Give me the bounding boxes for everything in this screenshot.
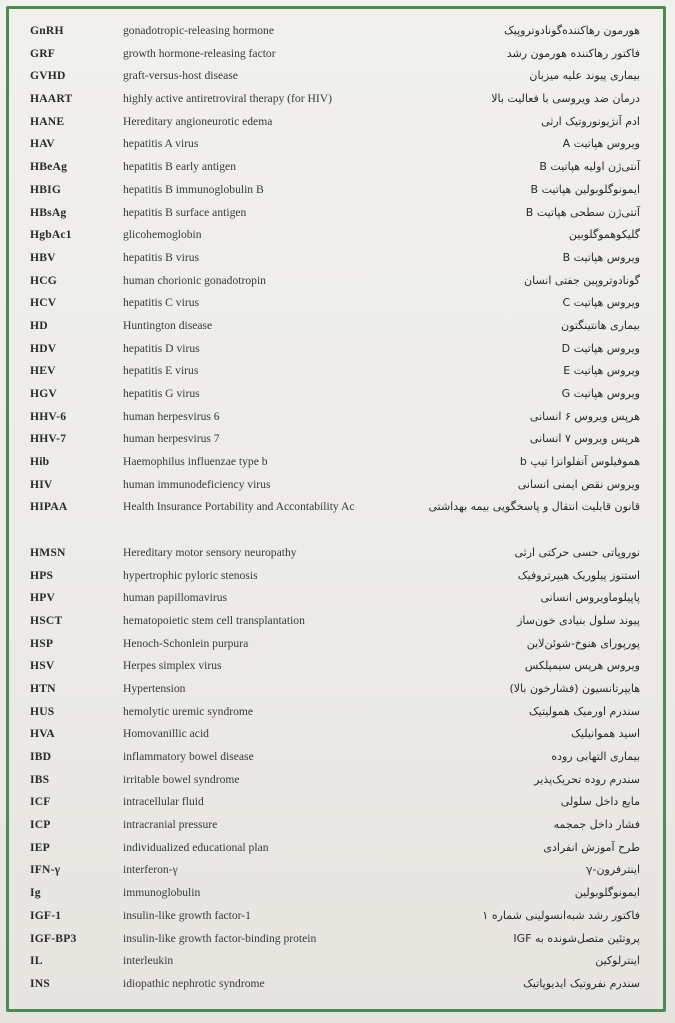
persian-term: فاکتور رهاکننده هورمون رشد bbox=[506, 46, 640, 60]
abbreviation: HAV bbox=[30, 137, 55, 151]
english-term: idiopathic nephrotic syndrome bbox=[123, 976, 265, 990]
abbreviation: HDV bbox=[30, 341, 57, 355]
english-term: human immunodeficiency virus bbox=[123, 477, 271, 491]
persian-term: فاکتور رشد شبه‌انسولینی شماره ۱ bbox=[482, 908, 640, 922]
persian-term: ویروس هپاتیت B bbox=[562, 250, 640, 264]
list-item bbox=[30, 428, 640, 451]
english-term: human herpesvirus 6 bbox=[123, 409, 220, 423]
english-term: individualized educational plan bbox=[123, 840, 269, 854]
english-term: Haemophilus influenzae type b bbox=[123, 455, 268, 469]
persian-term: طرح آموزش انفرادی bbox=[543, 840, 640, 854]
persian-term: هایپرتانسیون (فشارخون بالا) bbox=[509, 681, 640, 695]
abbreviation: INS bbox=[30, 976, 50, 990]
list-item bbox=[30, 701, 640, 724]
persian-term: ویروس هپاتیت G bbox=[561, 387, 640, 400]
list-item bbox=[30, 905, 640, 928]
english-term: hepatitis B virus bbox=[123, 250, 199, 264]
abbreviation: HPV bbox=[30, 591, 56, 605]
list-item bbox=[30, 837, 640, 860]
persian-term: پاپیلوماویروس انسانی bbox=[540, 591, 640, 605]
list-item bbox=[30, 133, 640, 156]
english-term: growth hormone-releasing factor bbox=[123, 46, 276, 60]
persian-term: قانون قابلیت انتقال و پاسخگویی بیمه بهداشتی bbox=[428, 500, 640, 514]
english-term: Hereditary motor sensory neuropathy bbox=[123, 545, 297, 559]
abbreviation: HBIG bbox=[30, 182, 62, 196]
abbreviation: HTN bbox=[30, 681, 56, 695]
english-term: graft-versus-host disease bbox=[123, 69, 238, 83]
list-item bbox=[30, 496, 640, 541]
abbreviation: IFN-γ bbox=[30, 863, 61, 877]
list-item bbox=[30, 950, 640, 973]
list-item bbox=[30, 224, 640, 247]
abbreviation: HHV-7 bbox=[30, 432, 67, 446]
english-term: insulin-like growth factor-1 bbox=[123, 908, 251, 922]
abbreviation: HMSN bbox=[30, 545, 66, 559]
english-term: intracranial pressure bbox=[123, 818, 218, 832]
abbreviation: ICF bbox=[30, 795, 51, 809]
abbreviation: Hib bbox=[30, 455, 50, 469]
persian-term: هورمون رهاکننده‌گونادوتروپیک bbox=[503, 24, 640, 37]
list-item bbox=[30, 587, 640, 610]
abbreviation-list bbox=[30, 20, 640, 996]
list-item bbox=[30, 655, 640, 678]
persian-term: پیوند سلول بنیادی خون‌ساز bbox=[517, 613, 640, 627]
english-term: irritable bowel syndrome bbox=[123, 772, 240, 786]
english-term: immunoglobulin bbox=[123, 886, 201, 900]
list-item bbox=[30, 88, 640, 111]
english-term: hepatitis G virus bbox=[123, 387, 200, 400]
english-term: Henoch-Schonlein purpura bbox=[123, 636, 249, 650]
list-item bbox=[30, 882, 640, 905]
persian-term: ویروس هپاتیت C bbox=[562, 296, 640, 310]
abbreviation: HSCT bbox=[30, 613, 63, 627]
abbreviation: HSP bbox=[30, 636, 54, 650]
persian-term: مایع داخل سلولی bbox=[560, 795, 640, 809]
list-item bbox=[30, 338, 640, 361]
persian-term: فشار داخل جمجمه bbox=[553, 818, 640, 832]
list-item bbox=[30, 292, 640, 315]
abbreviation: HBeAg bbox=[30, 160, 68, 174]
english-term: human papillomavirus bbox=[123, 591, 228, 605]
list-item bbox=[30, 156, 640, 179]
abbreviation: IL bbox=[30, 954, 43, 968]
list-item bbox=[30, 65, 640, 88]
persian-term: گلیکوهموگلوبین bbox=[568, 228, 640, 242]
english-term: insulin-like growth factor-binding protein bbox=[123, 931, 317, 945]
list-item bbox=[30, 20, 640, 43]
persian-term: بیماری هانتینگتون bbox=[561, 318, 640, 332]
abbreviation: IBD bbox=[30, 750, 52, 764]
persian-term: سندرم روده تحریک‌پذیر bbox=[534, 772, 640, 786]
persian-term: پروتئین متصل‌شونده به IGF bbox=[513, 931, 640, 945]
abbreviation: HBV bbox=[30, 250, 56, 264]
persian-term: ایمونوگلوبولین هپاتیت B bbox=[530, 182, 640, 196]
persian-term: آنتی‌ژن اولیه هپاتیت B bbox=[539, 160, 640, 174]
list-item bbox=[30, 315, 640, 338]
persian-term: هرپس ویروس ۶ انسانی bbox=[529, 409, 640, 423]
english-term: hemolytic uremic syndrome bbox=[123, 704, 254, 718]
persian-term: ویروس هرپس سیمپلکس bbox=[524, 659, 640, 673]
list-item bbox=[30, 746, 640, 769]
english-term: Homovanillic acid bbox=[123, 727, 209, 741]
list-item bbox=[30, 247, 640, 270]
list-item bbox=[30, 633, 640, 656]
list-item bbox=[30, 859, 640, 882]
abbreviation: IGF-1 bbox=[30, 908, 62, 922]
abbreviation: Ig bbox=[30, 886, 41, 900]
english-term: gonadotropic-releasing hormone bbox=[123, 24, 274, 37]
persian-term: ویروس هپاتیت D bbox=[561, 341, 640, 355]
list-item bbox=[30, 202, 640, 225]
list-item bbox=[30, 383, 640, 406]
english-term: hepatitis D virus bbox=[123, 341, 200, 355]
english-term: interleukin bbox=[123, 954, 174, 968]
persian-term: درمان ضد ویروسی با فعالیت بالا bbox=[491, 92, 640, 106]
persian-term: اینترفرون-γ bbox=[585, 863, 640, 877]
persian-term: اسید هموانیلیک bbox=[571, 727, 640, 741]
list-item bbox=[30, 791, 640, 814]
abbreviation: HANE bbox=[30, 114, 65, 128]
abbreviation: GVHD bbox=[30, 69, 66, 83]
persian-term: نوروپاتی حسی حرکتی ارثی bbox=[514, 545, 640, 559]
persian-term: ادم آنژیونوروتیک ارثی bbox=[541, 114, 640, 128]
persian-term: پورپورای هنوخ-شوئن‌لاین bbox=[526, 636, 640, 650]
english-term: interferon-γ bbox=[123, 863, 178, 877]
english-term: hepatitis B early antigen bbox=[123, 160, 237, 174]
abbreviation: IGF-BP3 bbox=[30, 931, 77, 945]
list-item bbox=[30, 542, 640, 565]
abbreviation: HAART bbox=[30, 92, 73, 106]
abbreviation: HCG bbox=[30, 273, 58, 287]
persian-term: ایمونوگلوبولین bbox=[574, 886, 640, 900]
abbreviation: HSV bbox=[30, 659, 55, 673]
abbreviation: HCV bbox=[30, 296, 57, 310]
persian-term: ویروس نقص ایمنی انسانی bbox=[517, 477, 640, 491]
list-item bbox=[30, 769, 640, 792]
list-item bbox=[30, 43, 640, 66]
abbreviation: HD bbox=[30, 318, 48, 332]
abbreviation: IBS bbox=[30, 772, 50, 786]
abbreviation: HIPAA bbox=[30, 500, 68, 514]
english-term: glicohemoglobin bbox=[123, 228, 202, 242]
list-item bbox=[30, 723, 640, 746]
english-term: inflammatory bowel disease bbox=[123, 750, 254, 764]
abbreviation: HgbAc1 bbox=[30, 228, 72, 242]
list-item bbox=[30, 678, 640, 701]
english-term: Herpes simplex virus bbox=[123, 659, 222, 673]
abbreviation: GRF bbox=[30, 46, 56, 60]
list-item bbox=[30, 179, 640, 202]
persian-term: بیماری التهابی روده bbox=[551, 750, 640, 764]
english-term: human herpesvirus 7 bbox=[123, 432, 220, 446]
persian-term: گونادوتروپین جفتی انسان bbox=[524, 273, 640, 287]
list-item bbox=[30, 270, 640, 293]
persian-term: بیماری پیوند علیه میزبان bbox=[529, 69, 640, 83]
abbreviation: HGV bbox=[30, 387, 58, 400]
abbreviation: ICP bbox=[30, 818, 51, 832]
english-term: Huntington disease bbox=[123, 318, 213, 332]
list-item bbox=[30, 565, 640, 588]
list-item bbox=[30, 360, 640, 383]
list-item bbox=[30, 406, 640, 429]
english-term: intracellular fluid bbox=[123, 795, 204, 809]
abbreviation: HBsAg bbox=[30, 205, 67, 219]
abbreviation: HHV-6 bbox=[30, 409, 67, 423]
list-item bbox=[30, 111, 640, 134]
persian-term: ویروس هپاتیت A bbox=[562, 137, 640, 151]
abbreviation: GnRH bbox=[30, 24, 64, 37]
persian-term: آنتی‌ژن سطحی هپاتیت B bbox=[525, 205, 640, 219]
list-item bbox=[30, 610, 640, 633]
english-term: Hereditary angioneurotic edema bbox=[123, 114, 273, 128]
list-item bbox=[30, 814, 640, 837]
list-item bbox=[30, 451, 640, 474]
english-term: Health Insurance Portability and Accontability Ac bbox=[123, 500, 355, 514]
persian-term: هموفیلوس آنفلوانزا تیپ b bbox=[519, 455, 640, 469]
persian-term: هرپس ویروس ۷ انسانی bbox=[529, 432, 640, 446]
english-term: hepatitis B immunoglobulin B bbox=[123, 182, 264, 196]
list-item bbox=[30, 973, 640, 996]
abbreviation: HUS bbox=[30, 704, 55, 718]
abbreviation: HPS bbox=[30, 568, 54, 582]
english-term: human chorionic gonadotropin bbox=[123, 273, 266, 287]
persian-term: اینترلوکین bbox=[595, 954, 640, 968]
persian-term: ویروس هپاتیت E bbox=[563, 364, 640, 378]
english-term: hematopoietic stem cell transplantation bbox=[123, 613, 305, 627]
english-term: highly active antiretroviral therapy (for HIV) bbox=[123, 92, 332, 106]
english-term: hypertrophic pyloric stenosis bbox=[123, 568, 258, 582]
persian-term: سندرم نفروتیک ایدیوپاتیک bbox=[523, 976, 640, 990]
persian-term: سندرم اورمیک همولیتیک bbox=[528, 704, 640, 718]
english-term: hepatitis A virus bbox=[123, 137, 199, 151]
english-term: hepatitis E virus bbox=[123, 364, 199, 378]
english-term: hepatitis B surface antigen bbox=[123, 205, 247, 219]
abbreviation: IEP bbox=[30, 840, 50, 854]
list-item bbox=[30, 928, 640, 951]
abbreviation: HIV bbox=[30, 477, 53, 491]
abbreviation: HEV bbox=[30, 364, 56, 378]
list-item bbox=[30, 474, 640, 497]
english-term: Hypertension bbox=[123, 681, 186, 695]
english-term: hepatitis C virus bbox=[123, 296, 199, 310]
persian-term: استنوز پیلوریک هیپرتروفیک bbox=[517, 568, 640, 582]
abbreviation: HVA bbox=[30, 727, 55, 741]
